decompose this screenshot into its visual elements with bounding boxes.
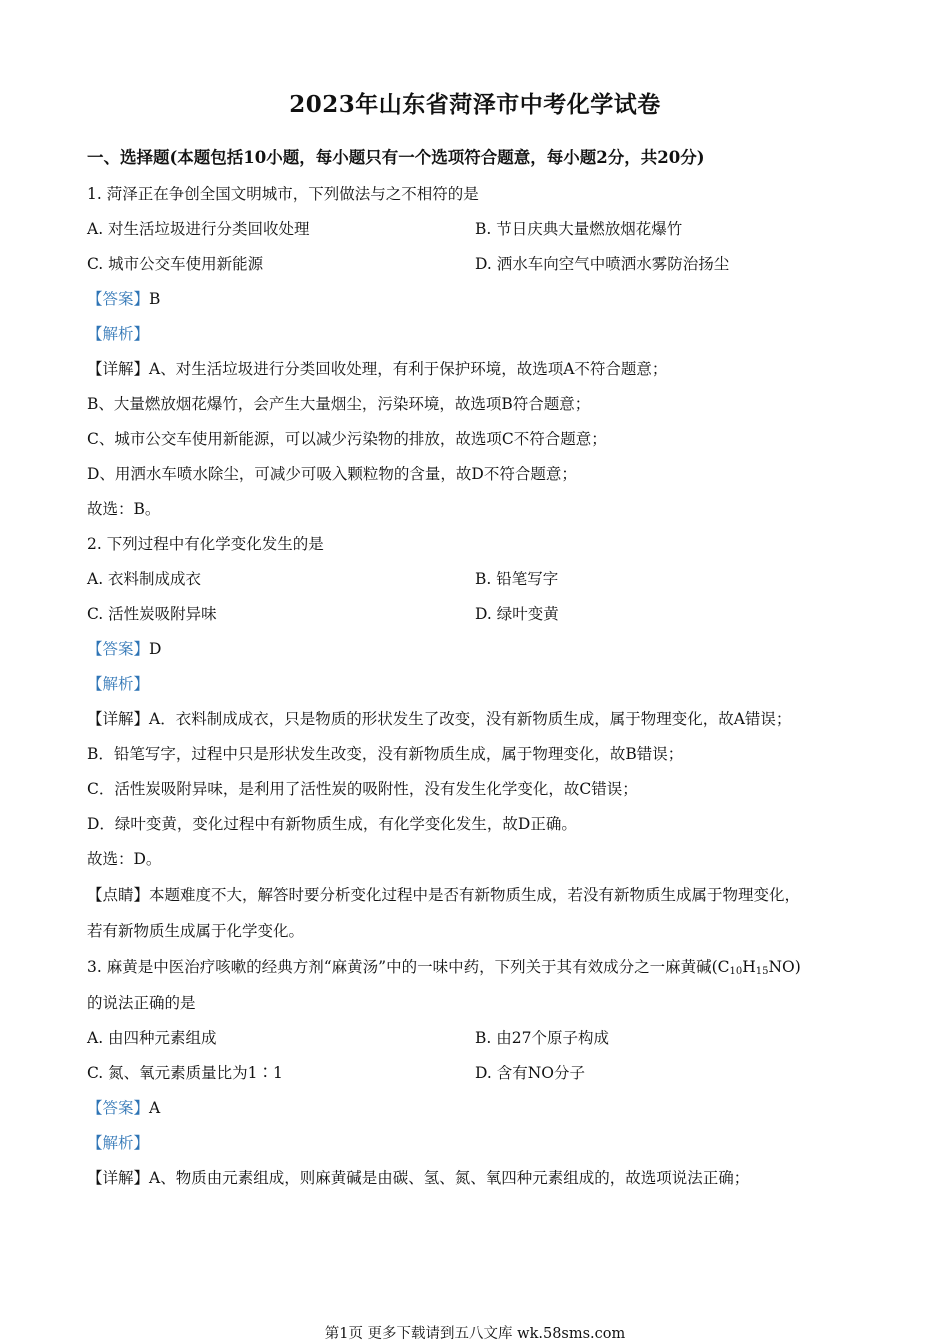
answer-label: 【答案】 <box>87 640 150 658</box>
q2-detail-1: 【详解】A．衣料制成成衣，只是物质的形状发生了改变，没有新物质生成，属于物理变化，故A错误； <box>87 710 792 728</box>
q1-detail-2: B、大量燃放烟花爆竹，会产生大量烟尘，污染环境，故选项B符合题意； <box>87 395 591 413</box>
q3-option-c: C. 氮、氧元素质量比为1∶1 <box>87 1064 283 1082</box>
section-heading: 一、选择题(本题包括10小题，每小题只有一个选项符合题意，每小题2分，共20分) <box>87 148 705 167</box>
q3-option-a: A. 由四种元素组成 <box>87 1029 217 1047</box>
q1-detail-4: D、用洒水车喷水除尘，可减少可吸入颗粒物的含量，故D不符合题意； <box>87 465 577 483</box>
q2-detail-2: B．铅笔写字，过程中只是形状发生改变，没有新物质生成，属于物理变化，故B错误； <box>87 745 684 763</box>
q1-choose: 故选：B。 <box>87 500 161 518</box>
page-footer: 第1页 更多下载请到五八文库 wk.58sms.com <box>324 1326 626 1342</box>
detail-label: 【详解】 <box>87 360 150 378</box>
answer-label: 【答案】 <box>87 290 150 308</box>
page-title: 2023年山东省菏泽市中考化学试卷 <box>289 91 661 118</box>
q3-option-d: D. 含有NO分子 <box>475 1064 585 1082</box>
q2-option-c: C. 活性炭吸附异味 <box>87 605 217 623</box>
answer-value: A <box>149 1099 161 1117</box>
q2-comment-2: 若有新物质生成属于化学变化。 <box>87 922 305 940</box>
detail-label: 【详解】 <box>87 710 150 728</box>
q1-option-d: D. 洒水车向空气中喷洒水雾防治扬尘 <box>475 255 730 273</box>
q2-option-b: B. 铅笔写字 <box>475 570 559 588</box>
q1-stem: 1. 菏泽正在争创全国文明城市，下列做法与之不相符的是 <box>87 185 479 203</box>
q2-choose: 故选：D。 <box>87 850 162 868</box>
q2-detail-4: D．绿叶变黄，变化过程中有新物质生成，有化学变化发生，故D正确。 <box>87 815 577 833</box>
comment-label: 【点睛】 <box>87 886 150 904</box>
q2-detail-3: C．活性炭吸附异味，是利用了活性炭的吸附性，没有发生化学变化，故C错误； <box>87 780 638 798</box>
detail-label: 【详解】 <box>87 1169 150 1187</box>
q3-stem-2: 的说法正确的是 <box>87 994 196 1012</box>
q1-option-b: B. 节日庆典大量燃放烟花爆竹 <box>475 220 683 238</box>
q2-option-d: D. 绿叶变黄 <box>475 605 559 623</box>
q3-detail-1: 【详解】A、物质由元素组成，则麻黄碱是由碳、氢、氮、氧四种元素组成的，故选项说法正确； <box>87 1169 750 1187</box>
q2-option-a: A. 衣料制成成衣 <box>87 570 202 588</box>
q3-analysis-label: 【解析】 <box>87 1134 150 1152</box>
answer-value: D <box>149 640 162 658</box>
q1-option-a: A. 对生活垃圾进行分类回收处理 <box>87 220 310 238</box>
q1-analysis-label: 【解析】 <box>87 325 150 343</box>
q3-answer <box>87 1097 160 1119</box>
q1-detail-1: 【详解】A、对生活垃圾进行分类回收处理，有利于保护环境，故选项A不符合题意； <box>87 360 668 378</box>
q2-comment-1: 【点睛】本题难度不大，解答时要分析变化过程中是否有新物质生成，若没有新物质生成属于物理变化， <box>87 886 801 904</box>
q1-answer <box>87 288 160 310</box>
q1-detail-3: C、城市公交车使用新能源，可以减少污染物的排放，故选项C不符合题意； <box>87 430 607 448</box>
answer-label: 【答案】 <box>87 1099 150 1117</box>
answer-value: B <box>149 290 161 308</box>
q1-option-c: C. 城市公交车使用新能源 <box>87 255 264 273</box>
q2-analysis-label: 【解析】 <box>87 675 150 693</box>
q3-option-b: B. 由27个原子构成 <box>475 1029 609 1047</box>
q3-stem: 3. 麻黄是中医治疗咳嗽的经典方剂“麻黄汤”中的一味中药，下列关于其有效成分之一麻黄碱$(C_{10}H_{15}NO)$ <box>87 958 801 977</box>
q2-stem: 2. 下列过程中有化学变化发生的是 <box>87 535 324 553</box>
q2-answer <box>87 638 161 660</box>
